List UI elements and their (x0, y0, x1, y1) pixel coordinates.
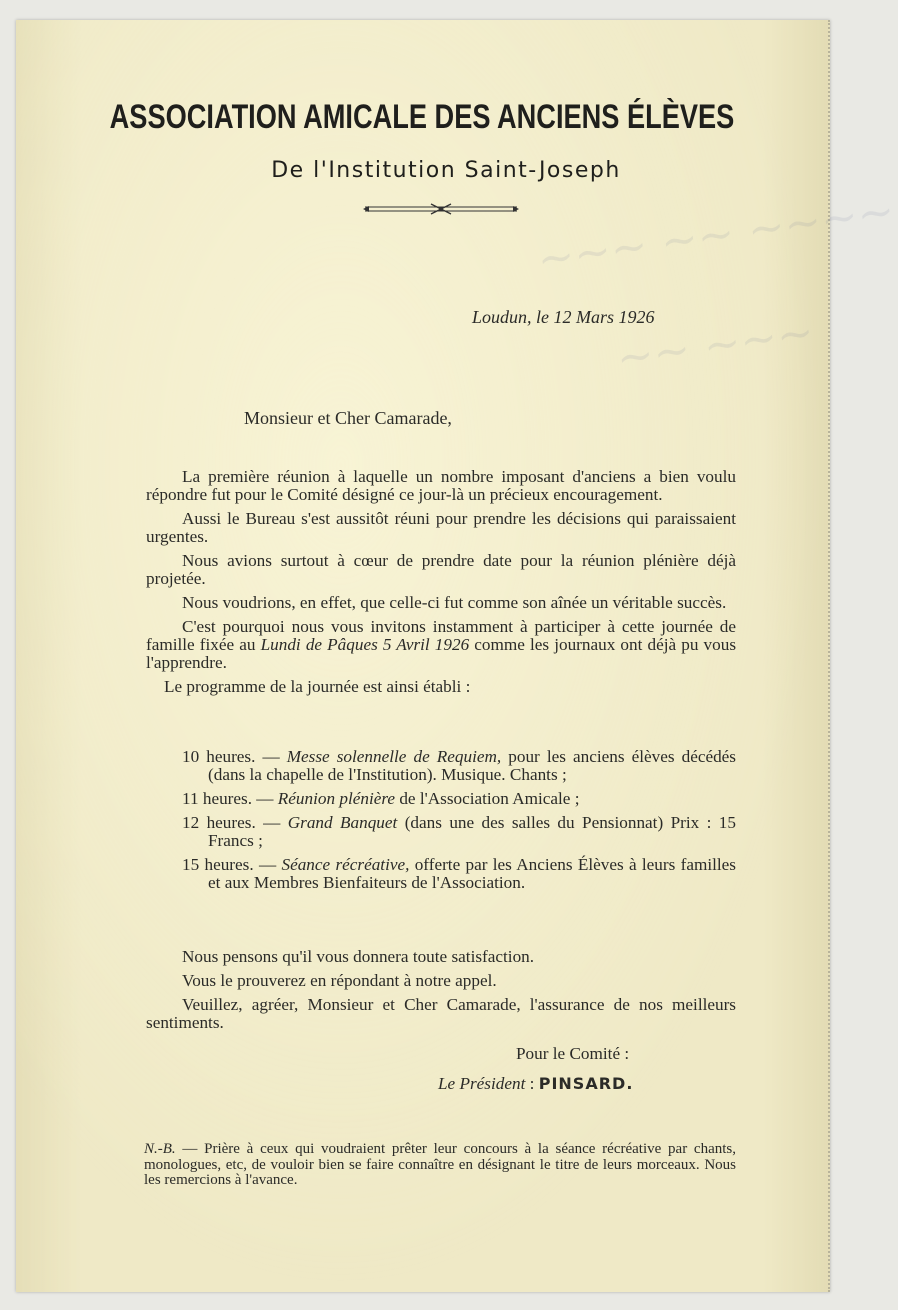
show-through-handwriting: ~~~ ~~ ~~~~ (534, 185, 898, 286)
paragraph: Nous voudrions, en effet, que celle-ci fut comme son aînée un véritable succès. (182, 593, 727, 612)
footnote-label: N.-B. (144, 1141, 176, 1157)
program-item (182, 790, 736, 808)
program-item (182, 814, 736, 850)
paragraph (146, 618, 736, 672)
paragraph-text: comme les journaux ont déjà pu vous l'apprendre. (146, 635, 737, 672)
paragraph: Veuillez, agréer, Monsieur et Cher Camarade, l'assurance de nos meilleurs sentiments. (146, 995, 736, 1032)
program-item (182, 856, 736, 892)
program-detail: de l'Association Amicale ; (395, 789, 580, 808)
paragraph: Le programme de la journée est ainsi établi : (164, 677, 471, 696)
program-event: Messe solennelle de Requiem, (286, 747, 502, 766)
footnote (144, 1142, 736, 1189)
signature-role: Le Président (438, 1074, 526, 1093)
salutation: Monsieur et Cher Camarade, (244, 408, 452, 428)
paragraph-text: C'est pourquoi nous vous invitons instamment à participer à cette journée de famille fixée au (146, 617, 736, 654)
closing (146, 948, 736, 1038)
program-time: 11 heures. — (182, 789, 278, 808)
paragraph: Aussi le Bureau s'est aussitôt réuni pour prendre les décisions qui paraissaient urgentes. (146, 509, 736, 546)
program-list (182, 748, 736, 898)
signature-name: PINSARD. (538, 1074, 634, 1093)
letterhead-title: ASSOCIATION AMICALE DES ANCIENS ÉLÈVES (109, 98, 735, 136)
footnote-text: — Prière à ceux qui voudraient prêter leur concours à la séance récréative par chants, monologues, etc, de vouloir bien se faire connaître en désignant le titre de leurs morceaux. Nous les remercions à l'avance. (144, 1141, 736, 1188)
program-time: 12 heures. — (182, 813, 288, 832)
paragraph: Vous le prouverez en répondant à notre appel. (182, 971, 497, 990)
letterhead-subtitle: De l'Institution Saint-Joseph (271, 158, 621, 183)
program-event: Grand Banquet (287, 813, 398, 832)
signature-president (438, 1074, 633, 1094)
program-time: 15 heures. — (182, 855, 282, 874)
signature-committee: Pour le Comité : (516, 1044, 630, 1063)
program-time: 10 heures. — (182, 747, 287, 766)
ornament-divider-icon (361, 202, 521, 216)
program-event: Réunion plénière (277, 789, 396, 808)
paragraph: Nous pensons qu'il vous donnera toute satisfaction. (182, 947, 535, 966)
program-event: Séance récréative, (281, 855, 410, 874)
program-detail: (dans une des salles du Pensionnat) Prix : 15 Francs ; (208, 813, 736, 850)
signature-separator: : (525, 1074, 539, 1093)
dateline: Loudun, le 12 Mars 1926 (472, 307, 655, 327)
program-item (182, 748, 736, 784)
paragraph: La première réunion à laquelle un nombre imposant d'anciens a bien voulu répondre fut pour le Comité désigné ce jour-là un précieux encouragement. (146, 467, 736, 504)
event-date: Lundi de Pâques 5 Avril 1926 (260, 635, 470, 654)
letter-page (16, 20, 898, 1292)
program-detail: pour les anciens élèves décédés (dans la chapelle de l'Institution). Musique. Chants ; (208, 747, 736, 784)
show-through-handwriting: ~~ ~~~ (613, 306, 817, 385)
program-detail: offerte par les Anciens Élèves à leurs familles et aux Membres Bienfaiteurs de l'Association. (208, 855, 736, 892)
letter-body (146, 468, 736, 702)
paragraph: Nous avions surtout à cœur de prendre date pour la réunion plénière déjà projetée. (146, 551, 736, 588)
